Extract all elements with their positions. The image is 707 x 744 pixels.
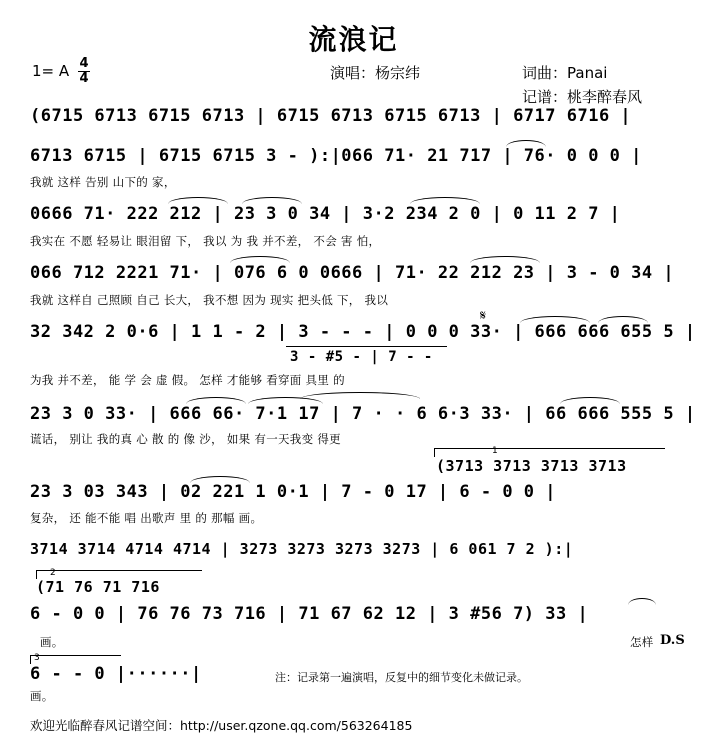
slur-mark: [470, 256, 540, 263]
score-line-10: 6 - - 0 |······|: [30, 664, 202, 684]
key-signature: 1= A: [32, 62, 70, 80]
score-line-5-sub: 3 - #5 - | 7 - -: [290, 349, 433, 365]
volta-2-notes: (71 76 71 716: [36, 578, 160, 596]
score-line-8: 3714 3714 4714 4714 | 3273 3273 3273 3273 | 6 061 7 2 ):|: [30, 540, 574, 558]
lyric-line-7: 复杂， 还 能不能 唱 出歌声 里 的 那幅 画。: [30, 511, 263, 525]
tie-mark: [300, 392, 420, 399]
slur-mark: [230, 256, 290, 263]
volta-label-1: 1: [492, 446, 498, 456]
score-line-2: 6713 6715 | 6715 6715 3 - ):|066 71· 21 717 | 76· 0 0 0 |: [30, 146, 642, 166]
slur-mark: [560, 397, 620, 404]
lyric-line-9: 画。: [40, 635, 64, 649]
time-signature: [78, 58, 90, 85]
volta-bracket-1: [434, 448, 665, 457]
slur-mark: [168, 197, 228, 204]
slur-mark: [410, 197, 480, 204]
slur-mark: [190, 476, 250, 483]
time-signature-bottom: 4: [79, 71, 89, 86]
time-signature-top: 4: [79, 56, 89, 71]
score-line-6: 23 3 0 33· | 666 66· 7·1 17 | 7 · · 6 6·3 33· | 66 666 555 5 |: [30, 404, 696, 424]
lyric-line-5: 为我 并不差， 能 学 会 虚 假。 怎样 才能够 看穿面 具里 的: [30, 373, 345, 387]
volta-bracket-3: [30, 655, 121, 664]
ds-mark: D.S: [660, 633, 685, 648]
volta-label-2: 2: [50, 568, 56, 578]
segno-sign: 𝄋: [480, 308, 487, 324]
slur-mark: [520, 316, 590, 323]
transcription-note: 注：记录第一遍演唱，反复中的细节变化未做记录。: [275, 671, 528, 684]
bracket-line: [286, 346, 447, 347]
slur-mark: [186, 397, 246, 404]
lyric-line-2: 我就 这样 告别 山下的 家，: [30, 175, 176, 189]
score-line-1: (6715 6713 6715 6713 | 6715 6713 6715 6713 | 6717 6716 |: [30, 106, 632, 126]
transcriber-credit: 记谱：桃李醉春风: [522, 88, 643, 106]
lyric-line-3: 我实在 不愿 轻易让 眼泪留 下， 我以 为 我 并不差， 不会 害 怕，: [30, 234, 381, 248]
slur-mark: [628, 598, 656, 605]
volta-1-notes: (3713 3713 3713 3713: [436, 457, 627, 475]
lyric-line-6: 谎话， 别让 我的真 心 散 的 像 沙， 如果 有一天我变 得更: [30, 432, 341, 446]
slur-mark: [242, 197, 302, 204]
score-line-7: 23 3 03 343 | 02 221 1 0·1 | 7 - 0 17 | 6 - 0 0 |: [30, 482, 557, 502]
volta-label-3: 3: [34, 653, 40, 663]
slur-mark: [598, 316, 648, 323]
score-line-9: 6 - 0 0 | 76 76 73 716 | 71 67 62 12 | 3 #56 7) 33 |: [30, 604, 589, 624]
score-line-5: 32 342 2 0·6 | 1 1 - 2 | 3 - - - | 0 0 0 33· | 666 666 655 5 |: [30, 322, 696, 342]
composer-credit: 词曲：Panai: [522, 64, 608, 82]
footer-text: 欢迎光临醉春风记谱空间：http://user.qzone.qq.com/563264185: [30, 718, 413, 733]
slur-mark: [506, 140, 546, 147]
score-line-3: 0666 71· 222 212 | 23 3 0 34 | 3·2 234 2 0 | 0 11 2 7 |: [30, 204, 621, 224]
song-title: 流浪记: [308, 23, 399, 56]
singer-credit: 演唱：杨宗纬: [330, 64, 421, 82]
ds-lyric: 怎样: [630, 635, 654, 649]
lyric-line-10: 画。: [30, 689, 54, 703]
score-line-4: 066 712 2221 71· | 076 6 0 0666 | 71· 22 212 23 | 3 - 0 34 |: [30, 263, 675, 283]
lyric-line-4: 我就 这样自 己照顾 自己 长大， 我不想 因为 现实 把头低 下， 我以: [30, 293, 389, 307]
